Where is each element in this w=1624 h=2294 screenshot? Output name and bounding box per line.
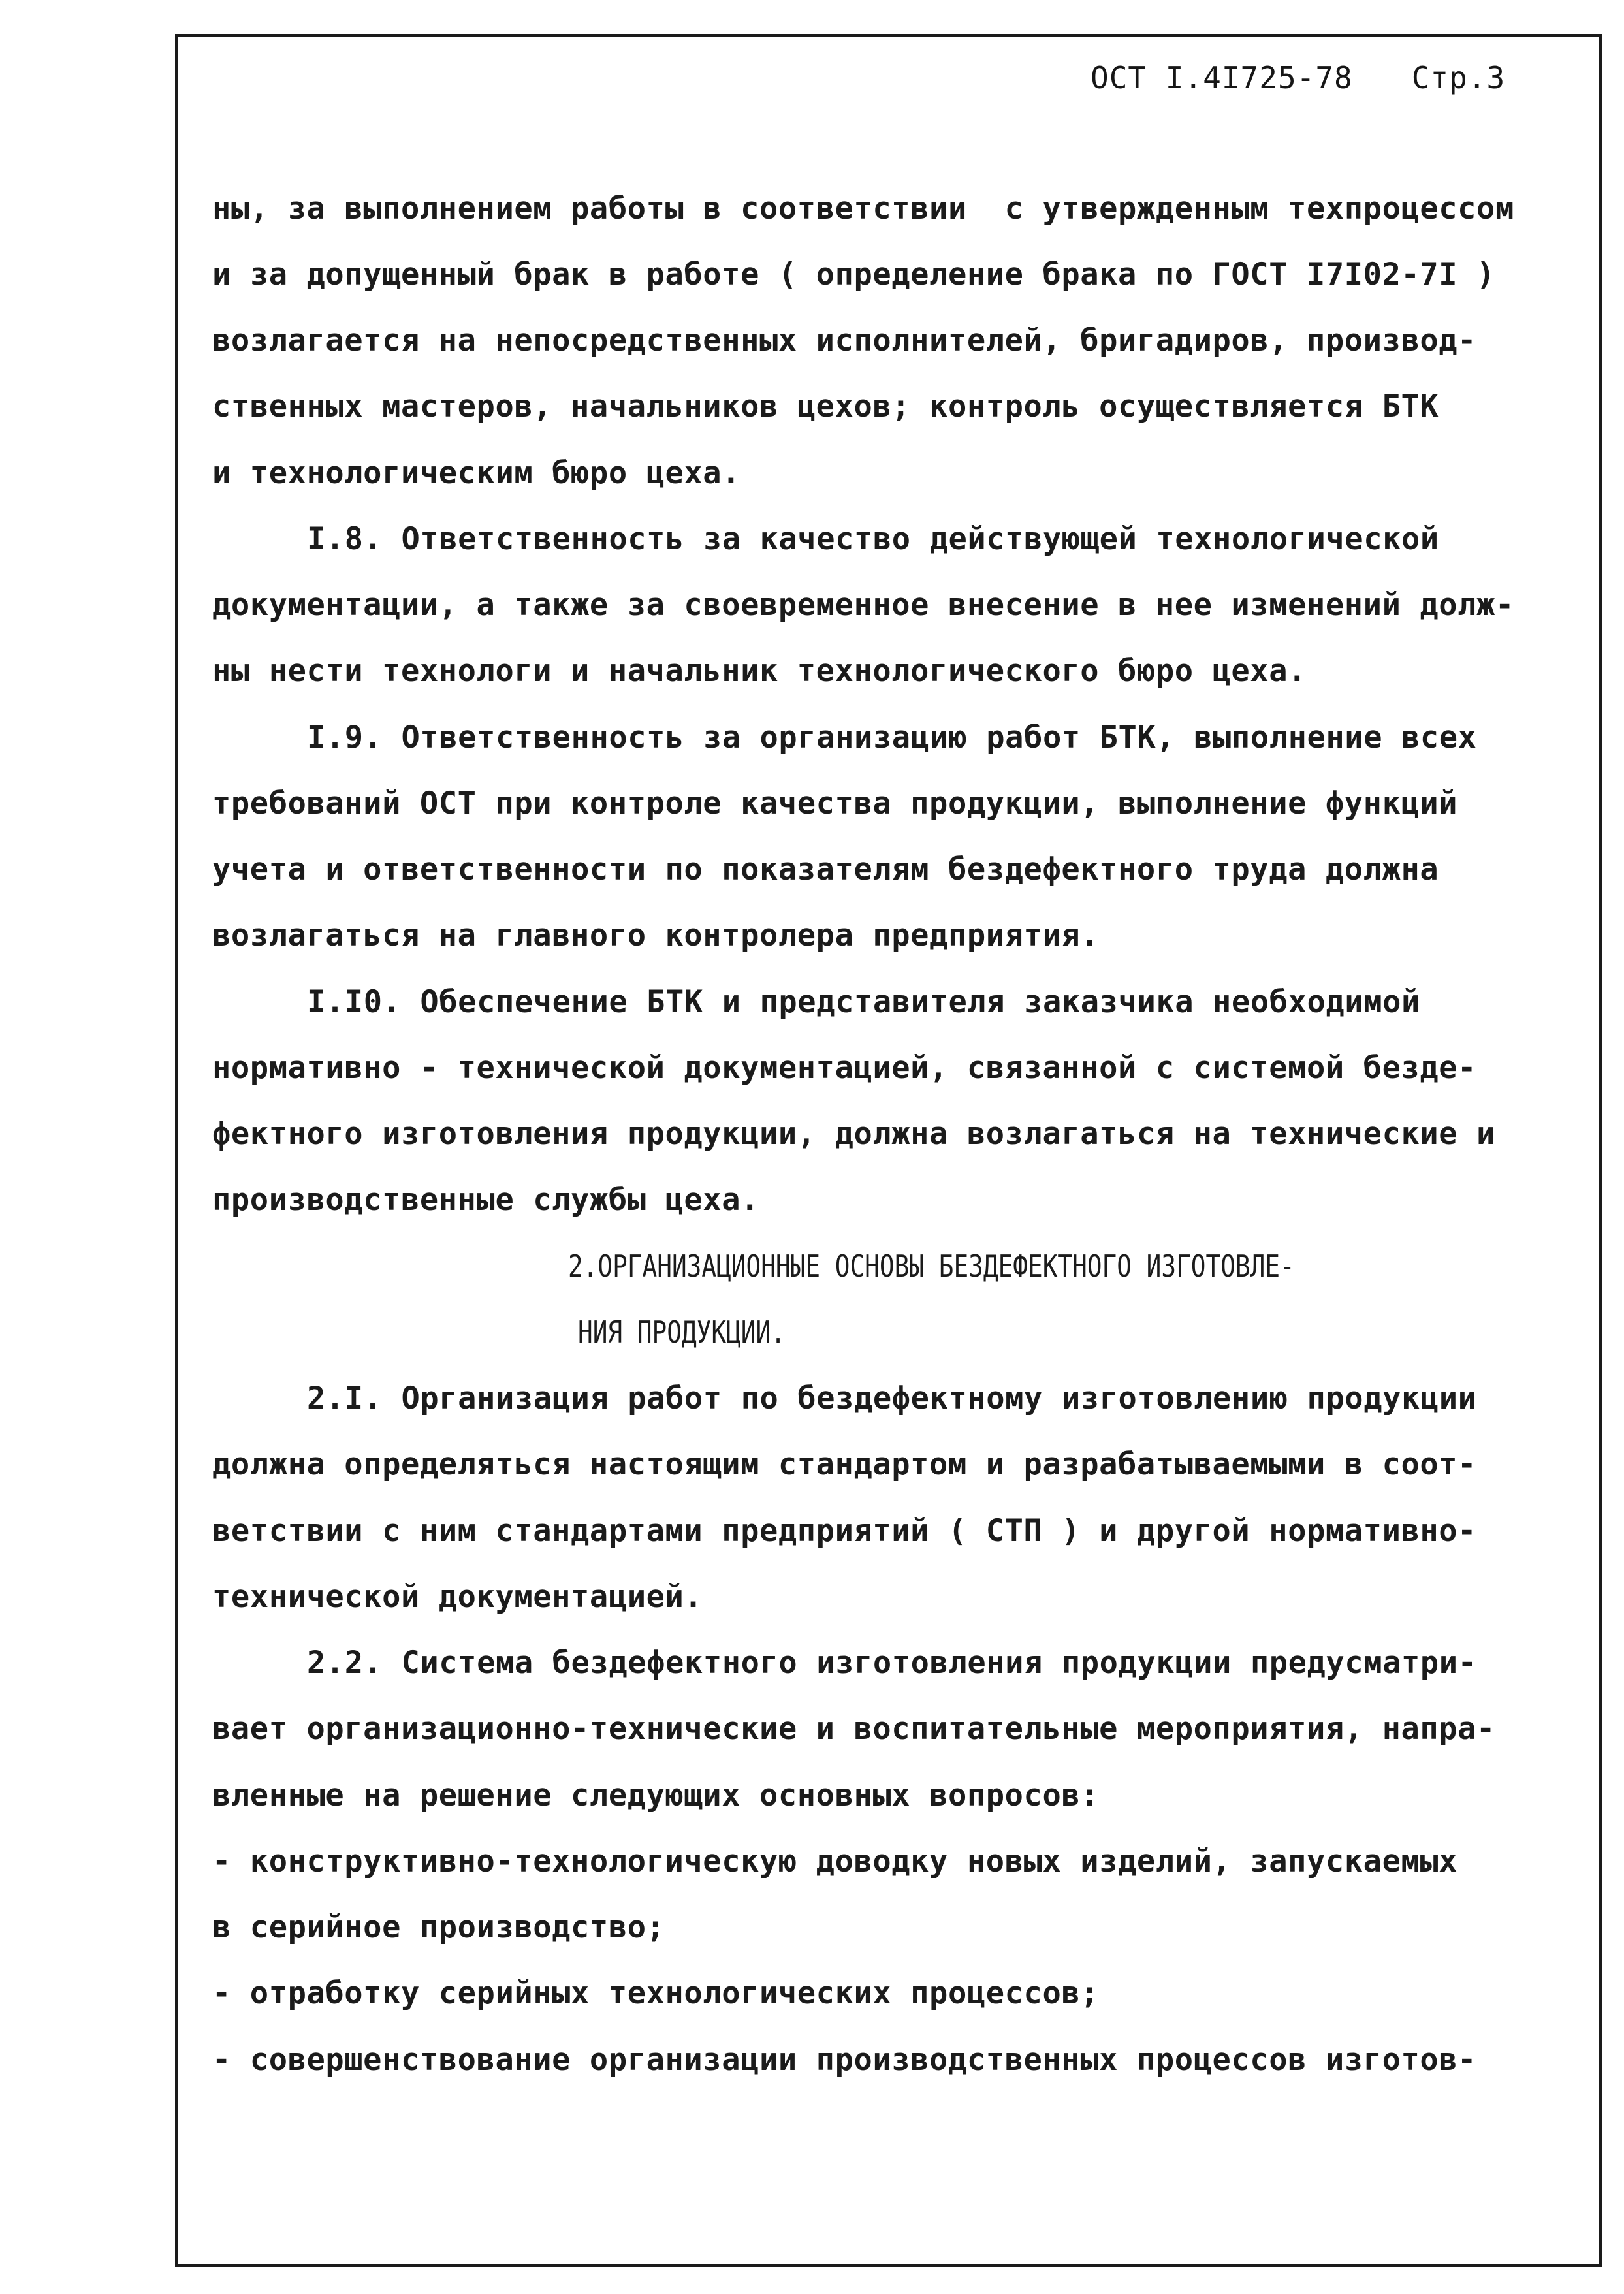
text-line: возлагается на непосредственных исполнителей, бригадиров, производ- (212, 323, 1477, 358)
page-number: Стр.3 (1411, 60, 1506, 95)
paragraph-2-1-start: 2.I. Организация работ по бездефектному изготовлению продукции (307, 1380, 1477, 1416)
paragraph-1-8-start: I.8. Ответственность за качество действующей технологической (307, 521, 1439, 557)
document-code: ОСТ I.4I725-78 (1091, 60, 1353, 95)
text-line: фектного изготовления продукции, должна возлагаться на технические и (212, 1116, 1495, 1152)
section-heading-continued: НИЯ ПРОДУКЦИИ. (578, 1314, 786, 1350)
text-line: учета и ответственности по показателям бездефектного труда должна (212, 852, 1439, 887)
text-line: вленные на решение следующих основных вопросов: (212, 1777, 1100, 1813)
list-item: - совершенствование организации производственных процессов изготов- (212, 2042, 1477, 2078)
text-line: ны нести технологи и начальник технологического бюро цеха. (212, 653, 1307, 689)
page-header (1091, 60, 1505, 95)
text-line: и за допущенный брак в работе ( определение брака по ГОСТ I7I02-7I ) (212, 257, 1495, 293)
text-line: вает организационно-технические и воспитательные мероприятия, напра- (212, 1711, 1495, 1747)
paragraph-2-2-start: 2.2. Система бездефектного изготовления продукции предусматри- (307, 1645, 1477, 1681)
paragraph-1-9-start: I.9. Ответственность за организацию работ БТК, выполнение всех (307, 720, 1477, 756)
text-line: в серийное производство; (212, 1909, 665, 1945)
list-item: - конструктивно-технологическую доводку новых изделий, запускаемых (212, 1843, 1458, 1879)
text-line: ны, за выполнением работы в соответствии с утвержденным техпроцессом (212, 191, 1514, 227)
text-line: производственные службы цеха. (212, 1182, 759, 1218)
text-line: нормативно - технической документацией, связанной с системой безде- (212, 1050, 1477, 1086)
text-line: возлагаться на главного контролера предприятия. (212, 917, 1100, 953)
list-item: - отработку серийных технологических процессов; (212, 1975, 1100, 2011)
text-line: должна определяться настоящим стандартом и разрабатываемыми в соот- (212, 1446, 1477, 1482)
text-line: технической документацией. (212, 1579, 703, 1615)
paragraph-1-10-start: I.I0. Обеспечение БТК и представителя заказчика необходимой (307, 984, 1420, 1020)
text-line: документации, а также за своевременное внесение в нее изменений долж- (212, 587, 1514, 623)
text-line: и технологическим бюро цеха. (212, 455, 741, 491)
text-line: ветствии с ним стандартами предприятий ( СТП ) и другой нормативно- (212, 1513, 1477, 1549)
text-line: ственных мастеров, начальников цехов; контроль осуществляется БТК (212, 389, 1439, 424)
text-line: требований ОСТ при контроле качества продукции, выполнение функций (212, 786, 1458, 821)
section-heading: 2.ОРГАНИЗАЦИОННЫЕ ОСНОВЫ БЕЗДЕФЕКТНОГО ИЗГОТОВЛЕ- (568, 1249, 1295, 1284)
